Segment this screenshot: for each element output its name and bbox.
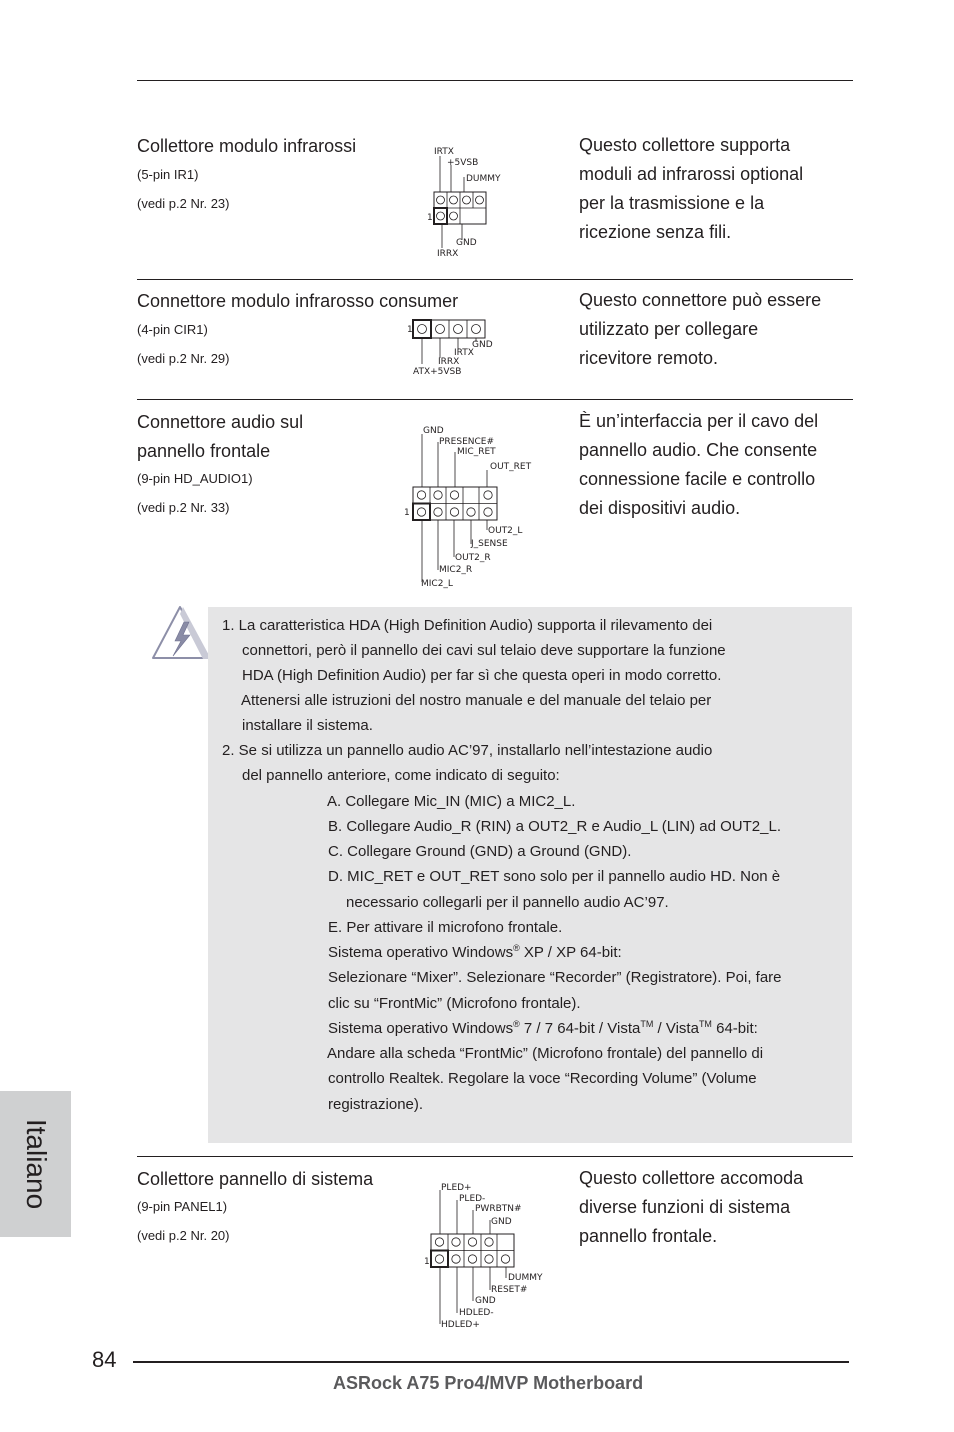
note-step-d2: necessario collegarli per il pannello audio AC’97. (346, 894, 669, 911)
note-w7-line-2: controllo Realtek. Regolare la voce “Recording Volume” (Volume (328, 1070, 757, 1087)
note-line-1: 1. La caratteristica HDA (High Definition Audio) supporta il rilevamento dei (222, 617, 713, 634)
divider (137, 1156, 853, 1157)
cir1-label-one: 1 (407, 325, 413, 335)
panel-pin: (9-pin PANEL1) (137, 1199, 228, 1214)
ir1-label-dummy: DUMMY (466, 174, 501, 184)
note-xp-line-1: Selezionare “Mixer”. Selezionare “Recorder” (Registratore). Poi, fare (328, 969, 782, 986)
footer-rule (133, 1361, 849, 1363)
panel-title: Collettore pannello di sistema (137, 1169, 374, 1189)
note-line-3: HDA (High Definition Audio) per far sì che questa operi in modo corretto. (242, 667, 722, 684)
top-rule (137, 80, 853, 81)
audio-label-out2r: OUT2_R (455, 553, 491, 563)
note-xp-heading: Sistema operativo Windows® XP / XP 64-bit: (328, 943, 622, 961)
audio-label-one: 1 (404, 508, 410, 518)
cir1-pin: (4-pin CIR1) (137, 322, 208, 337)
ir1-ref: (vedi p.2 Nr. 23) (137, 196, 230, 211)
audio-label-gnd: GND (423, 426, 444, 436)
audio-header-diagram (400, 420, 550, 595)
ir1-label-vsb: +5VSB (447, 158, 479, 168)
ir1-description: Questo collettore supporta moduli ad infrarossi optional per la trasmissione e la ricezione senza fili. (579, 135, 804, 242)
audio-description: È un’interfaccia per il cavo del pannello audio. Che consente connessione facile e controllo dei dispositivi audio. (579, 411, 819, 518)
language-side-tab-label: Italiano (21, 1118, 52, 1210)
note-step-c: C. Collegare Ground (GND) a Ground (GND). (328, 843, 632, 860)
note-line-7: del pannello anteriore, come indicato di seguito: (242, 767, 560, 784)
audio-label-presence: PRESENCE# (439, 437, 495, 447)
page-number: 84 (92, 1347, 117, 1372)
language-side-tab (0, 1091, 71, 1237)
panel-label-pledm: PLED- (459, 1194, 486, 1204)
note-line-4: Attenersi alle istruzioni del nostro manuale e del manuale del telaio per (241, 692, 712, 709)
panel-label-gnd2: GND (475, 1296, 496, 1306)
panel-label-hdledp: HDLED+ (441, 1320, 480, 1330)
cir1-label-irrx: IRRX (438, 357, 460, 367)
cir1-title: Connettore modulo infrarosso consumer (137, 291, 459, 311)
cir1-label-gnd: GND (472, 340, 493, 350)
note-step-a: A. Collegare Mic_IN (MIC) a MIC2_L. (327, 793, 576, 810)
ir1-label-one: 1 (427, 213, 433, 223)
panel-label-hdledm: HDLED- (459, 1308, 494, 1318)
ir1-label-irrx: IRRX (437, 249, 459, 259)
cir1-label-atx: ATX+5VSB (413, 367, 462, 377)
audio-ref: (vedi p.2 Nr. 33) (137, 500, 230, 515)
audio-label-mic2r: MIC2_R (439, 565, 473, 575)
footer-product-name: ASRock A75 Pro4/MVP Motherboard (333, 1373, 644, 1393)
panel-label-gnd: GND (491, 1217, 512, 1227)
ir1-label-irtx: IRTX (434, 147, 454, 157)
note-step-e: E. Per attivare il microfono frontale. (328, 919, 563, 936)
note-w7-line-3: registrazione). (328, 1096, 424, 1113)
audio-pin: (9-pin HD_AUDIO1) (137, 471, 253, 486)
panel-description: Questo collettore accomoda diverse funzioni di sistema pannello frontale. (579, 1168, 804, 1246)
ir1-title: Collettore modulo infrarossi (137, 136, 357, 156)
audio-label-out2l: OUT2_L (488, 526, 523, 536)
note-line-5: installare il sistema. (242, 717, 373, 734)
note-xp-line-2: clic su “FrontMic” (Microfono frontale). (328, 995, 581, 1012)
note-step-b: B. Collegare Audio_R (RIN) a OUT2_R e Audio_L (LIN) ad OUT2_L. (328, 818, 781, 835)
audio-label-jsense: J_SENSE (471, 539, 508, 549)
ir1-header-diagram (420, 140, 530, 265)
audio-title-line2: pannello frontale (137, 441, 271, 461)
panel-label-pledp: PLED+ (441, 1183, 472, 1193)
ir1-label-gnd: GND (456, 238, 477, 248)
cir1-ref: (vedi p.2 Nr. 29) (137, 351, 230, 366)
panel-ref: (vedi p.2 Nr. 20) (137, 1228, 230, 1243)
note-line-6: 2. Se si utilizza un pannello audio AC’97, installarlo nell’intestazione audio (222, 742, 713, 759)
cir1-header-diagram (400, 312, 510, 380)
warning-triangle-icon (150, 603, 212, 663)
audio-label-outret: OUT_RET (490, 462, 532, 472)
audio-label-mic2l: MIC2_L (421, 579, 453, 589)
ir1-pin: (5-pin IR1) (137, 167, 199, 182)
divider (137, 399, 853, 400)
divider (137, 279, 853, 280)
audio-label-micret: MIC_RET (457, 447, 496, 457)
note-w7-heading: Sistema operativo Windows® 7 / 7 64-bit / Vista™ / Vista™ 64-bit: (328, 1019, 758, 1037)
cir1-label-irtx: IRTX (454, 348, 474, 358)
panel-label-dummy: DUMMY (508, 1273, 543, 1283)
note-line-2: connettori, però il pannello dei cavi sul telaio deve supportare la funzione (242, 642, 726, 659)
panel-header-diagram (420, 1176, 560, 1332)
audio-title-line1: Connettore audio sul (137, 412, 304, 432)
panel-label-pwrbtn: PWRBTN# (475, 1204, 522, 1214)
panel-label-one: 1 (424, 1257, 430, 1267)
panel-label-reset: RESET# (491, 1285, 528, 1295)
note-w7-line-1: Andare alla scheda “FrontMic” (Microfono frontale) del pannello di (327, 1045, 764, 1062)
note-step-d1: D. MIC_RET e OUT_RET sono solo per il pannello audio HD. Non è (328, 868, 781, 885)
cir1-description: Questo connettore può essere utilizzato per collegare ricevitore remoto. (579, 290, 822, 368)
